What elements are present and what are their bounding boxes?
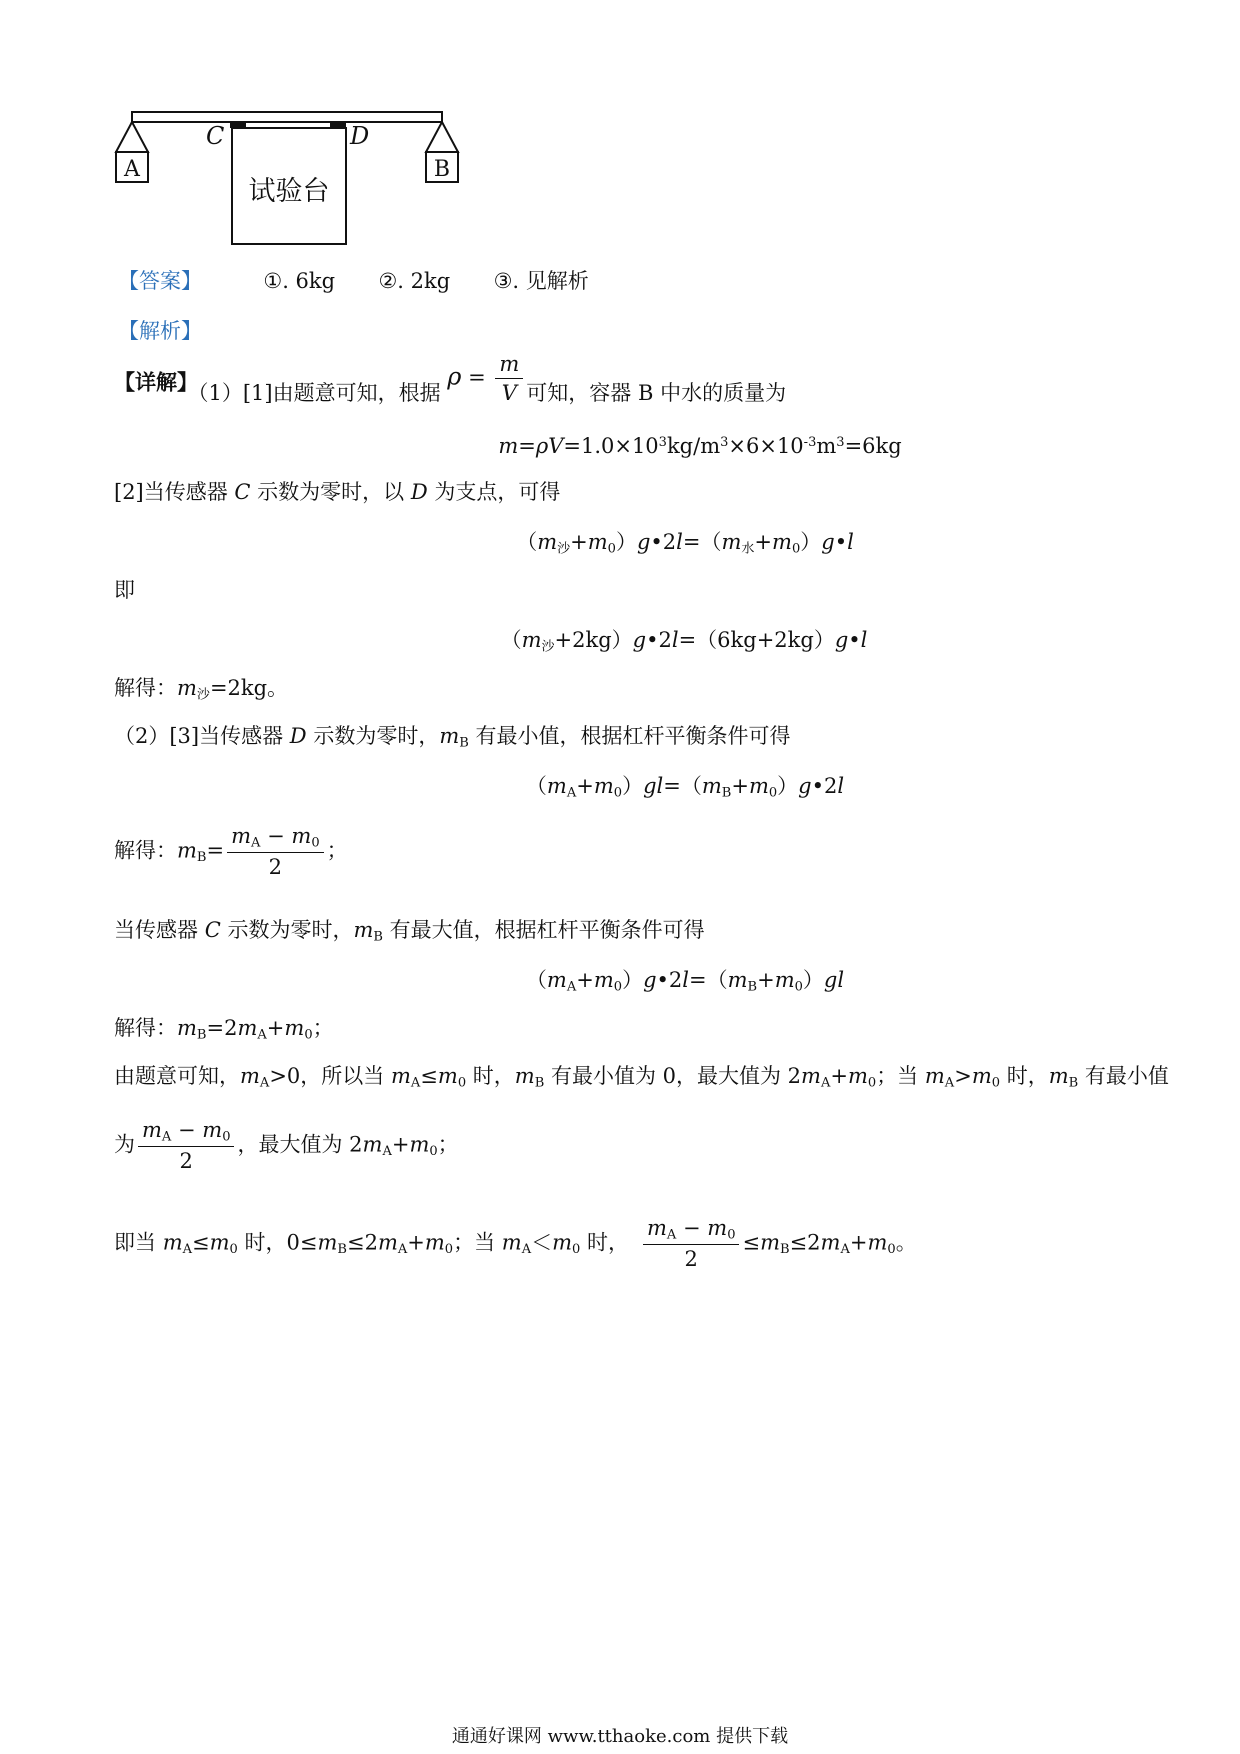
detail-line-2: [2]当传感器 C 示数为零时，以 D 为支点，可得 (114, 480, 561, 504)
box-a-label: A (124, 157, 140, 182)
platform-label: 试验台 (248, 176, 330, 207)
answer-item-3: ③. 见解析 (493, 269, 589, 293)
equation-1: $m=\rho V=1.0\times 10^3kg/m^3\times 6\times 10^{-3}m^3=6kg$ (498, 434, 902, 459)
detail-line-1b: 可知，容器 B 中水的质量为 (526, 380, 787, 405)
lever-figure (110, 100, 490, 250)
lever-bar (132, 112, 442, 122)
detail-line-3: 即 (114, 578, 135, 602)
detail-line-1a: （1）[1]由题意可知，根据 (198, 380, 441, 405)
answer-tag: 【答案】 (118, 269, 202, 293)
detail-line-1 (114, 352, 787, 405)
equation-3: $(m_沙+2kg)g•2l=(6kg+2kg)g•l$ (500, 628, 868, 655)
fraction-m-over-v: $\frac{m}{V}$ (495, 354, 523, 404)
answer-item-1: ①. 6kg (263, 269, 336, 293)
label-d: D (350, 122, 370, 150)
detail-tag: 【详解】 (114, 369, 198, 395)
equation-4: $(m_A+m_0)gl=(m_B+m_0)g•2l$ (525, 774, 845, 801)
detail-line-11: 即当 $m_A\le m_0$ 时，$0\le m_B\le 2m_A+m_0$；当 $m_A<m_0$ 时， $\frac{m_A - m_0}{2}$ $\le m_B\le 2m_A+m_0$。 (114, 1216, 917, 1272)
detail-line-4: 解得：$m_沙=2kg$。 (114, 676, 289, 703)
label-c: C (206, 122, 225, 150)
footer-text: 通通好课网 www.tthaoke.com 提供下载 (451, 1726, 789, 1747)
analysis-tag: 【解析】 (118, 319, 202, 343)
hanger-b (426, 122, 458, 152)
detail-line-5: （2）[3]当传感器 D 示数为零时，$m_B$ 有最小值，根据杠杆平衡条件可得 (114, 724, 791, 751)
answer-item-2: ②. 2kg (378, 269, 451, 293)
fraction-min-2: $\frac{m_A - m_0}{2}$ (138, 1120, 234, 1172)
detail-line-7: 当传感器 C 示数为零时，$m_B$ 有最大值，根据杠杆平衡条件可得 (114, 918, 705, 945)
detail-line-10: 为 $\frac{m_A - m_0}{2}$ ，最大值为 $2m_A+m_0$； (114, 1118, 459, 1174)
box-b-label: B (433, 157, 451, 182)
equation-2: $(m_沙+m_0)g•2l=(m_水+m_0)g•l$ (516, 530, 854, 557)
detail-line-6: 解得：$m_B=$ $\frac{m_A - m_0}{2}$ ； (114, 824, 348, 880)
equation-5: $(m_A+m_0)g•2l=(m_B+m_0)gl$ (525, 968, 845, 995)
density-formula: ρ = $\frac{m}{V}$ (447, 354, 526, 404)
fraction-min-3: $\frac{m_A - m_0}{2}$ (643, 1218, 739, 1270)
fraction-min: $\frac{m_A - m_0}{2}$ (227, 826, 323, 878)
answer-line (118, 271, 589, 292)
hanger-a (116, 122, 148, 152)
detail-line-9: 由题意可知，$m_A>0$，所以当 $m_A\le m_0$ 时，$m_B$ 有最小值为 0，最大值为 $2m_A+m_0$；当 $m_A>m_0$ 时，$m_B$ 有最小值 (114, 1064, 1169, 1091)
detail-line-8: 解得：$m_B=2m_A+m_0$； (114, 1016, 334, 1043)
